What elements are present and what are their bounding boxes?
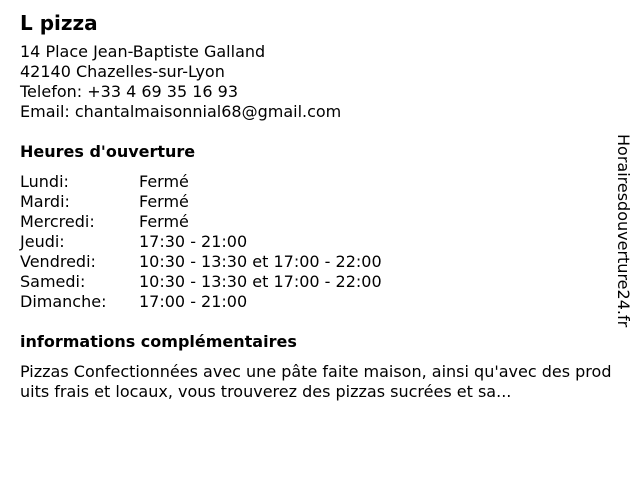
side-brand-watermark: Horairesdouverture24.fr — [614, 134, 633, 328]
hours-day: Mardi: — [20, 192, 70, 211]
hours-row-samedi — [20, 272, 620, 292]
hours-row-dimanche — [20, 292, 620, 312]
phone-text: Telefon: +33 4 69 35 16 93 — [20, 82, 239, 101]
hours-heading: Heures d'ouverture — [20, 142, 196, 161]
address-line-1: 14 Place Jean-Baptiste Galland — [20, 42, 266, 61]
hours-day: Vendredi: — [20, 252, 96, 271]
hours-row-mardi — [20, 192, 620, 212]
hours-day: Jeudi: — [20, 232, 65, 251]
hours-time: Fermé — [139, 192, 189, 211]
hours-time: 17:00 - 21:00 — [139, 292, 248, 311]
hours-time: 10:30 - 13:30 et 17:00 - 22:00 — [139, 252, 382, 271]
business-card — [20, 10, 620, 402]
info-heading: informations complémentaires — [20, 332, 297, 351]
hours-row-jeudi — [20, 232, 620, 252]
hours-list — [20, 172, 620, 312]
hours-day: Mercredi: — [20, 212, 95, 231]
info-description: Pizzas Confectionnées avec une pâte faite maison, ainsi qu'avec des produits frais et locaux, vous trouverez des pizzas sucrées et sa... — [20, 362, 612, 401]
hours-time: Fermé — [139, 172, 189, 191]
hours-time: Fermé — [139, 212, 189, 231]
business-name: L pizza — [20, 11, 98, 35]
hours-time: 17:30 - 21:00 — [139, 232, 248, 251]
hours-day: Dimanche: — [20, 292, 107, 311]
hours-day: Samedi: — [20, 272, 86, 291]
hours-row-vendredi — [20, 252, 620, 272]
hours-row-lundi — [20, 172, 620, 192]
address-line-2: 42140 Chazelles-sur-Lyon — [20, 62, 225, 81]
hours-day: Lundi: — [20, 172, 69, 191]
hours-row-mercredi — [20, 212, 620, 232]
hours-time: 10:30 - 13:30 et 17:00 - 22:00 — [139, 272, 382, 291]
contact-block — [20, 42, 620, 122]
email-text: Email: chantalmaisonnial68@gmail.com — [20, 102, 342, 121]
